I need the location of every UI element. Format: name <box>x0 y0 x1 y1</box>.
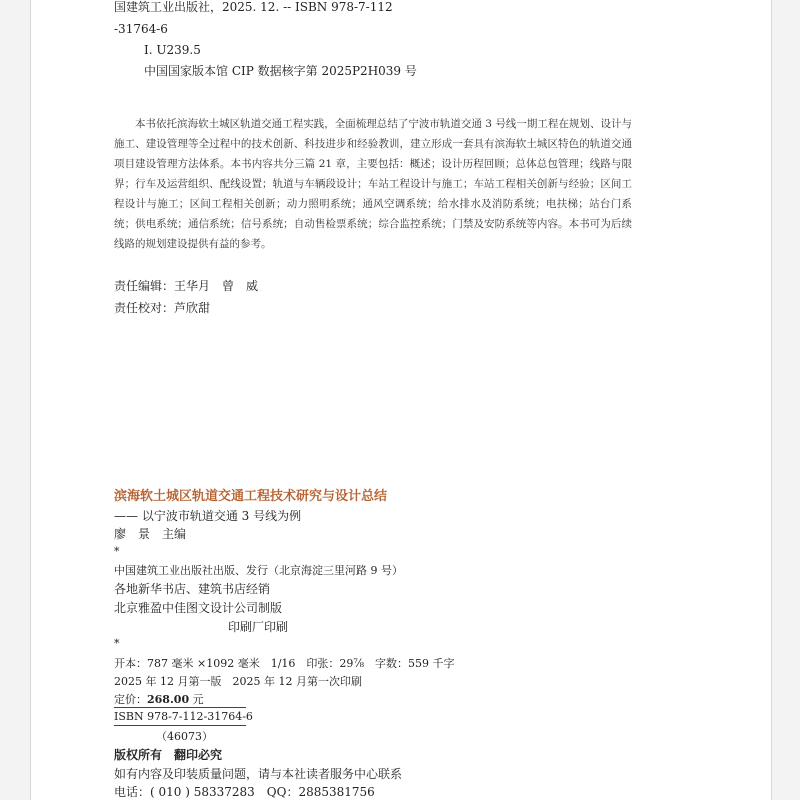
cip-record-number: 中国国家版本馆 CIP 数据核字第 2025P2H039 号 <box>144 64 417 78</box>
cip-line-2: -31764-6 <box>114 22 168 36</box>
catalog-code: （46073） <box>156 730 213 743</box>
divider <box>114 725 246 726</box>
book-author: 廖 景 主编 <box>114 527 187 541</box>
publisher-line: 中国建筑工业出版社出版、发行（北京海淀三里河路 9 号） <box>114 564 403 577</box>
book-subtitle: —— 以宁波市轨道交通 3 号线为例 <box>114 509 302 523</box>
edition-line: 2025 年 12 月第一版 2025 年 12 月第一次印刷 <box>114 675 362 688</box>
divider <box>114 707 246 708</box>
contact-phone: 电话：( 010 ) 58337283 QQ：2885381756 <box>114 785 375 799</box>
typesetter-line: 北京雅盈中佳图文设计公司制版 <box>114 601 283 615</box>
responsible-proofreader: 责任校对：芦欣甜 <box>114 301 211 315</box>
printer-line: 印刷厂印刷 <box>228 620 289 634</box>
separator-star: * <box>114 637 120 650</box>
quality-notice: 如有内容及印装质量问题，请与本社读者服务中心联系 <box>114 767 403 781</box>
price-value: 268.00 <box>147 693 190 706</box>
book-title: 滨海软土城区轨道交通工程技术研究与设计总结 <box>114 489 388 504</box>
rights-notice: 版权所有 翻印必究 <box>114 748 223 762</box>
cip-classification: Ⅰ. U239.5 <box>144 43 201 57</box>
format-line: 开本：787 毫米 ×1092 毫米 1/16 印张：29⅞ 字数：559 千字 <box>114 657 455 670</box>
distributor-line: 各地新华书店、建筑书店经销 <box>114 582 271 596</box>
separator-star: * <box>114 545 120 558</box>
book-abstract: 本书依托滨海软土城区轨道交通工程实践，全面梳理总结了宁波市轨道交通 3 号线一期工程在规划、设计与施工、建设管理等全过程中的技术创新、科技进步和经验教训，建立形成一套具有滨海软土城区特色的轨道交通项目建设管理方法体系。本书内容共分三篇 21 章，主要包括：概述；设计历程回顾；总体总包管理；线路与限界；行车及运营组织、配线设置；轨道与车辆段设计；车站工程设计与施工；车站工程相关创新与经验；区间工程设计与施工；区间工程相关创新；动力照明系统；通风空调系统；给水排水及消防系统；电扶梯；站台门系统；供电系统；通信系统；信号系统；自动售检票系统；综合监控系统；门禁及安防系统等内容。本书可为后续线路的规划建设提供有益的参考。 <box>114 118 632 250</box>
copyright-page <box>30 0 772 800</box>
price-line <box>114 691 204 707</box>
cip-line-1: 国建筑工业出版社，2025. 12. -- ISBN 978-7-112 <box>114 0 393 14</box>
price-label: 定价： <box>114 693 147 706</box>
isbn-line: ISBN 978-7-112-31764-6 <box>114 710 253 723</box>
price-unit: 元 <box>189 693 204 706</box>
responsible-editor: 责任编辑：王华月 曾 威 <box>114 279 259 293</box>
